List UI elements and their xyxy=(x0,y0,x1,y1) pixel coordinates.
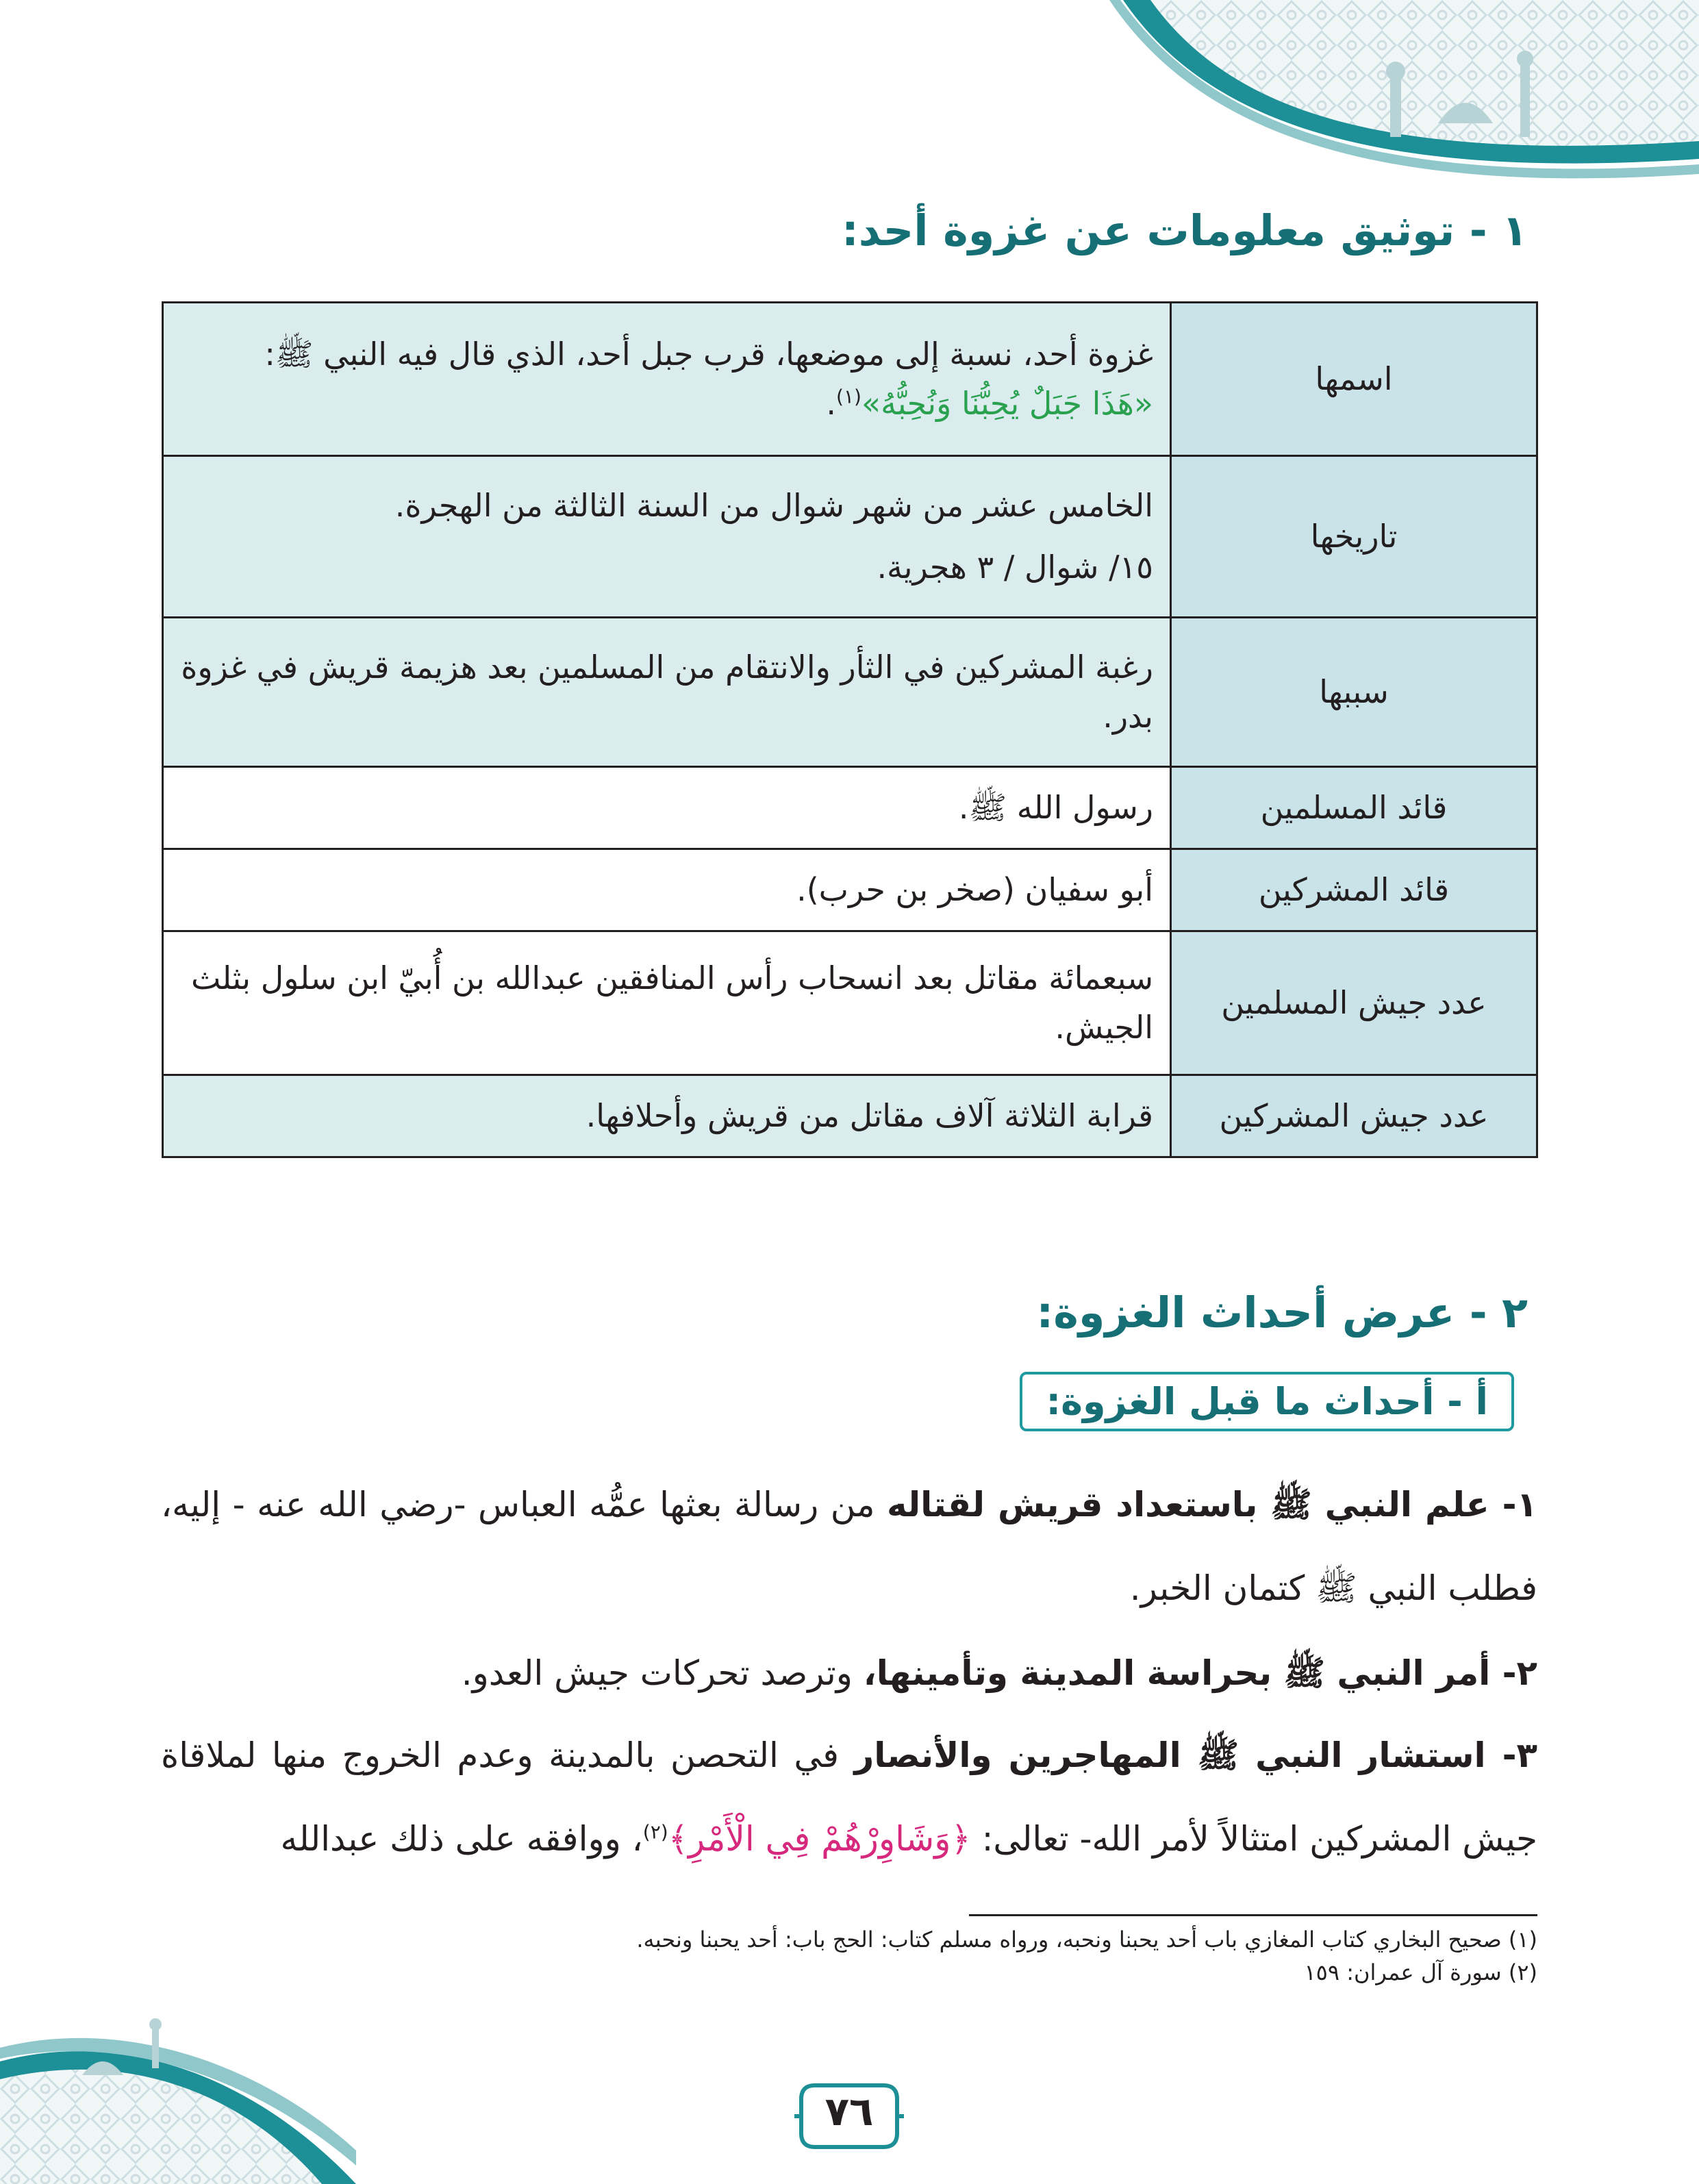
footnote-ref: (٢) xyxy=(642,1820,668,1844)
pre-battle-events-heading: أ - أحداث ما قبل الغزوة: xyxy=(1020,1372,1514,1431)
footnote-2: (٢) سورة آل عمران: ١٥٩ xyxy=(1304,1959,1537,1985)
page-number: ٧٦ xyxy=(825,2088,874,2135)
punctuation: . xyxy=(826,384,837,422)
row-value xyxy=(163,618,1171,767)
ghazwa-info-table xyxy=(162,301,1538,1158)
page-number-badge xyxy=(794,2079,904,2154)
paragraph-1 xyxy=(161,1463,1537,1630)
top-ornament-decoration xyxy=(1096,0,1699,192)
footnotes xyxy=(161,1923,1537,1989)
quran-verse: ﴿وَشَاوِرْهُمْ فِي الْأَمْرِ﴾ xyxy=(668,1819,971,1859)
paragraph-2-bold: ٢- أمر النبي ﷺ بحراسة المدينة وتأمينها، xyxy=(863,1653,1537,1693)
row-value-line: رسول الله ﷺ. xyxy=(958,788,1153,826)
table-row xyxy=(163,303,1537,456)
paragraph-3-text-end: ، ووافقه على ذلك عبدالله xyxy=(280,1819,643,1859)
row-value-line: قرابة الثلاثة آلاف مقاتل من قريش وأحلافها. xyxy=(586,1096,1153,1134)
hadith-line xyxy=(180,379,1153,428)
row-value-line: رغبة المشركين في الثأر والانتقام من المسلمين بعد هزيمة قريش في غزوة بدر. xyxy=(181,649,1153,735)
section-1-heading: ١ - توثيق معلومات عن غزوة أحد: xyxy=(842,205,1528,255)
row-value xyxy=(163,303,1171,456)
footnote-ref: (١) xyxy=(836,385,861,408)
paragraph-2-text: وترصد تحركات جيش العدو. xyxy=(461,1653,864,1693)
bottom-ornament-decoration xyxy=(0,2013,356,2184)
row-label: قائد المسلمين xyxy=(1171,767,1537,849)
footnote-divider xyxy=(969,1914,1537,1916)
table-row xyxy=(163,767,1537,849)
paragraph-2 xyxy=(161,1631,1537,1715)
paragraph-1-text: من رسالة بعثها عمُّه العباس -رضي الله عنه - إليه، فطلب النبي ﷺ كتمان الخبر. xyxy=(161,1485,1537,1608)
row-label: تاريخها xyxy=(1171,456,1537,618)
row-label: اسمها xyxy=(1171,303,1537,456)
row-value-line: غزوة أحد، نسبة إلى موضعها، قرب جبل أحد، الذي قال فيه النبي ﷺ: xyxy=(264,336,1153,373)
paragraph-1-bold: ١- علم النبي ﷺ باستعداد قريش لقتاله xyxy=(887,1485,1538,1524)
table-row xyxy=(163,618,1537,767)
row-label: عدد جيش المسلمين xyxy=(1171,931,1537,1075)
footnote-1: (١) صحيح البخاري كتاب المغازي باب أحد يحبنا ونحبه، ورواه مسلم كتاب: الحج باب: أحد يحبنا ونحبه. xyxy=(636,1926,1537,1953)
row-value xyxy=(163,931,1171,1075)
row-value-line: سبعمائة مقاتل بعد انسحاب رأس المنافقين عبدالله بن أُبيّ ابن سلول بثلث الجيش. xyxy=(191,959,1153,1046)
paragraph-3-text: في التحصن بالمدينة وعدم الخروج منها لملاقاة جيش المشركين امتثالاً لأمر الله- تعالى: xyxy=(161,1735,1537,1859)
row-label: قائد المشركين xyxy=(1171,849,1537,931)
row-value xyxy=(163,849,1171,931)
row-value-line: ١٥/ شوال / ٣ هجرية. xyxy=(877,548,1153,586)
row-value-line: الخامس عشر من شهر شوال من السنة الثالثة من الهجرة. xyxy=(394,487,1153,525)
table-row xyxy=(163,456,1537,618)
table-row xyxy=(163,1075,1537,1157)
row-label: سببها xyxy=(1171,618,1537,767)
paragraph-3-bold: ٣- استشار النبي ﷺ المهاجرين والأنصار xyxy=(854,1735,1538,1775)
paragraph-3 xyxy=(161,1714,1537,1881)
hadith-quote: «هَذَا جَبَلٌ يُحِبُّنَا وَنُحِبُّهُ» xyxy=(861,384,1153,422)
row-value xyxy=(163,767,1171,849)
table-row xyxy=(163,931,1537,1075)
row-value-line: أبو سفيان (صخر بن حرب). xyxy=(796,870,1153,908)
section-2-heading: ٢ - عرض أحداث الغزوة: xyxy=(1036,1288,1528,1338)
row-value xyxy=(163,456,1171,618)
row-value xyxy=(163,1075,1171,1157)
table-row xyxy=(163,849,1537,931)
row-label: عدد جيش المشركين xyxy=(1171,1075,1537,1157)
